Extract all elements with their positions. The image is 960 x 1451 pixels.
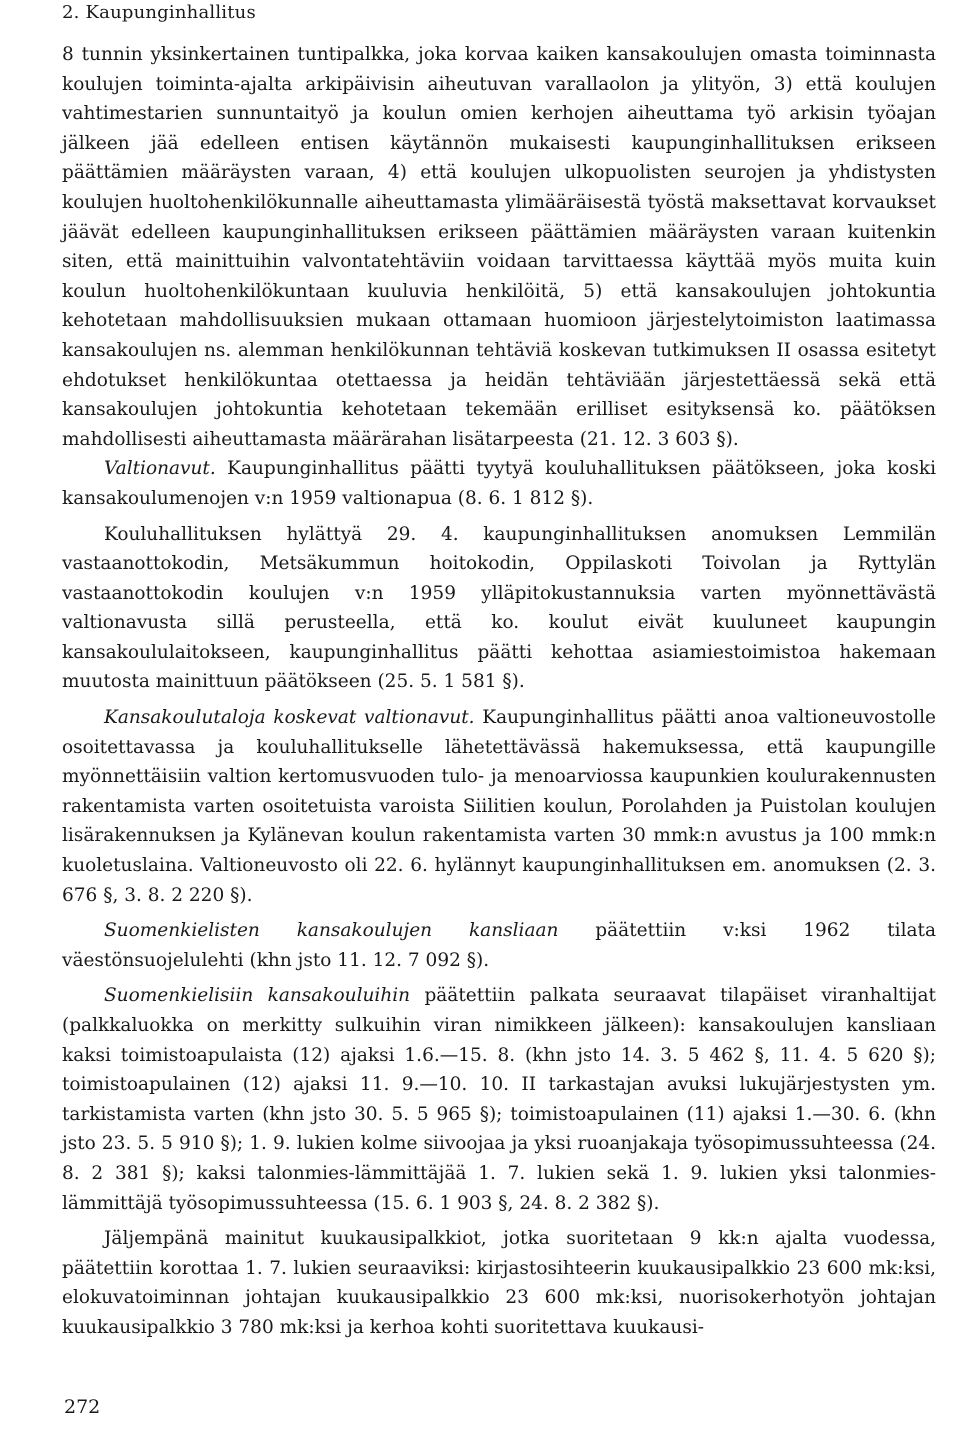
paragraph-text: Kaupunginhallitus päätti tyytyä kouluhallituksen päätökseen, joka koski kansakoulumenojen v:n 1959 valtionapua (8. 6. 1 812 §). xyxy=(62,458,936,509)
paragraph-text: 8 tunnin yksinkertainen tuntipalkka, joka korvaa kaiken kansakoulujen omasta toiminnasta koulujen toiminta-ajalta arkipäivisin aiheutuvan varallaolon ja ylityön, 3) että koulujen vahtimestarien sunnuntaityö ja koulun omien kerhojen aiheuttama työ arkisin työajan jälkeen jää edelleen entisen käytännön mukaisesti kaupunginhallituksen erikseen päättämien määräysten varaan, 4) että koulujen ulkopuolisten seurojen ja yhdistysten koulujen huoltohenkilökunnalle aiheuttamasta ylimääräisestä työstä maksettavat korvaukset jäävät edelleen kaupunginhallituksen erikseen päättämien määräysten varaan kuitenkin siten, että mainittuihin valvontatehtäviin voidaan tarvittaessa käyttää myös muita kuin koulun huoltohenkilökuntaan kuuluvia henkilöitä, 5) että kansakoulujen johtokuntia kehotetaan mahdollisuuksien mukaan ottamaan huomioon järjestelytoimiston laatimassa kansakoulujen ns. alemman henkilökunnan tehtäviä koskevan tutkimuksen II osassa esitetyt ehdotukset henkilökuntaa otettaessa ja heidän tehtäviään järjestettäessä sekä että kansakoulujen johtokuntia kehotetaan tekemään erilliset esityksensä ko. päätöksen mahdollisesti aiheuttamasta määrärahan lisätarpeesta (21. 12. 3 603 §). xyxy=(62,44,936,450)
page-number: 272 xyxy=(64,1396,101,1418)
paragraph-kouluhallitus xyxy=(62,520,936,698)
section-title: Kansakoulutaloja koskevat valtionavut. xyxy=(104,707,475,729)
paragraph-kanslia xyxy=(62,916,936,975)
paragraph-text: päätettiin palkata seuraavat tilapäiset viranhaltijat (palkkaluokka on merkitty sulkuihin viran nimikkeen jälkeen): kansakoulujen kansliaan kaksi toimistoapulaista (12) ajaksi 1.6.—15. 8. (khn jsto 14. 3. 5 462 §, 11. 4. 5 620 §); toimistoapulainen (12) ajaksi 11. 9.—10. 10. II tarkastajan avuksi lukujärjestysten ym. tarkistamista varten (khn jsto 30. 5. 5 965 §); toimistoapulainen (11) ajaksi 1.—30. 6. (khn jsto 23. 5. 5 910 §); 1. 9. lukien kolme siivoojaa ja yksi ruoanjakaja työsopimussuhteessa (24. 8. 2 381 §); kaksi talonmies-lämmittäjää 1. 7. lukien sekä 1. 9. lukien yksi talonmies-lämmittäjä työsopimussuhteessa (15. 6. 1 903 §, 24. 8. 2 382 §). xyxy=(62,985,936,1214)
paragraph-kuukausipalkkiot xyxy=(62,1224,936,1342)
paragraph-text: Jäljempänä mainitut kuukausipalkkiot, jotka suoritetaan 9 kk:n ajalta vuodessa, päätettiin korottaa 1. 7. lukien seuraaviksi: kirjastosihteerin kuukausipalkkio 23 600 mk:ksi, elokuvatoiminnan johtajan kuukausipalkkio 23 600 mk:ksi, nuorisokerhotyön johtajan kuukausipalkkio 3 780 mk:ksi ja kerhoa kohti suoritettava kuukausi- xyxy=(62,1228,936,1338)
paragraph-viranhaltijat xyxy=(62,981,936,1218)
paragraph-text: Kouluhallituksen hylättyä 29. 4. kaupunginhallituksen anomuksen Lemmilän vastaanottokodin, Metsäkummun hoitokodin, Oppilaskoti Toivolan ja Ryttylän vastaanottokodin koulujen v:n 1959 ylläpitokustannuksia varten myönnettävästä valtionavusta sillä perusteella, että ko. koulut eivät kuuluneet kaupungin kansakoululaitokseen, kaupunginhallitus päätti kehottaa asiamiestoimistoa hakemaan muutosta mainittuun päätökseen (25. 5. 1 581 §). xyxy=(62,523,936,693)
body-text xyxy=(62,40,936,1343)
paragraph-valtionavut xyxy=(62,454,936,513)
paragraph-kansakoulutalot xyxy=(62,703,936,910)
section-title: Valtionavut. xyxy=(104,458,216,480)
section-title: Suomenkielisiin kansakouluihin xyxy=(104,985,411,1007)
running-header: 2. Kaupunginhallitus xyxy=(62,2,256,23)
paragraph-text: päätettiin v:ksi 1962 tilata väestönsuojelulehti (khn jsto 11. 12. 7 092 §). xyxy=(62,920,936,971)
section-title: Suomenkielisten kansakoulujen kansliaan xyxy=(104,920,559,942)
paragraph-continuation xyxy=(62,40,936,454)
paragraph-text: Kaupunginhallitus päätti anoa valtioneuvostolle osoitettavassa ja kouluhallitukselle lähetettävässä hakemuksessa, että kaupungille myönnettäisiin valtion kertomusvuoden tulo- ja menoarviossa kaupunkien koulurakennusten rakentamista varten osoitetuista varoista Siilitien koulun, Porolahden ja Puistolan koulujen lisärakennuksen ja Kylänevan koulun rakentamista varten 30 mmk:n avustus ja 100 mmk:n kuoletuslaina. Valtioneuvosto oli 22. 6. hylännyt kaupunginhallituksen em. anomuksen (2. 3. 676 §, 3. 8. 2 220 §). xyxy=(62,707,936,906)
